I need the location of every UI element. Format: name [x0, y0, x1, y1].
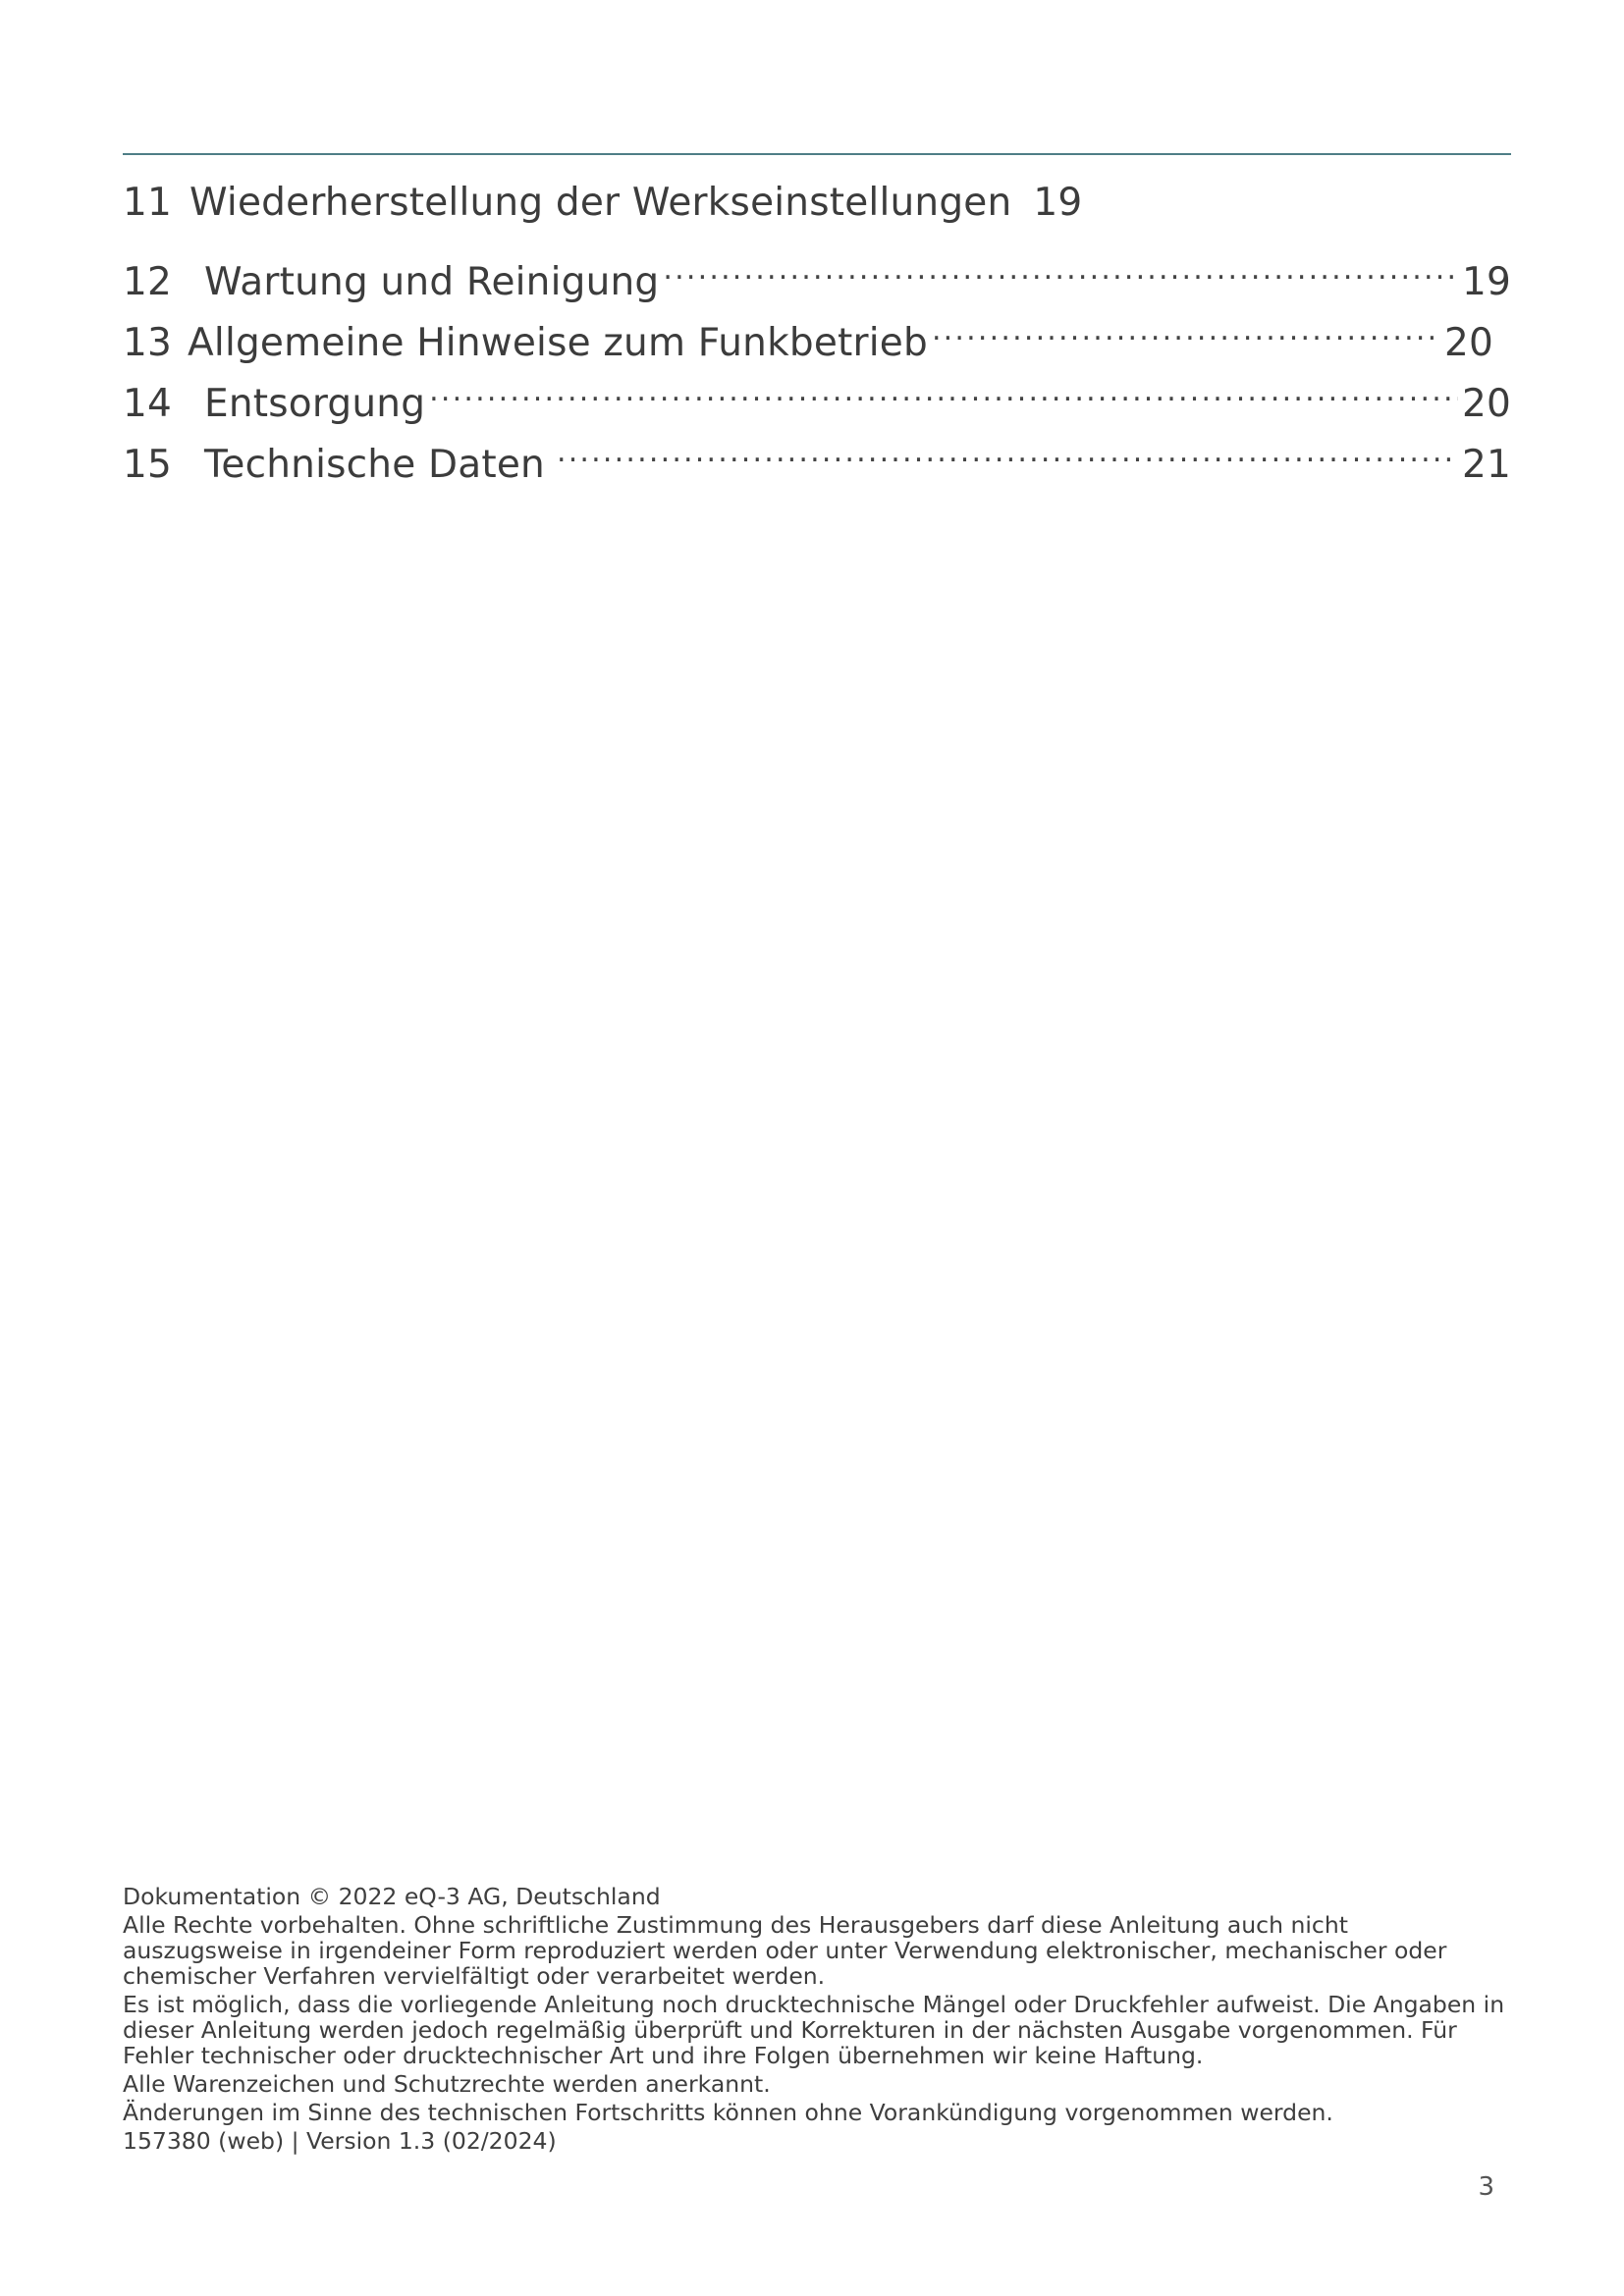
toc-entry-11[interactable] [123, 173, 1511, 234]
toc-leader-dots [932, 294, 1440, 355]
toc-entry-12[interactable] [123, 234, 1511, 304]
imprint-rights: Alle Rechte vorbehalten. Ohne schriftliche Zustimmung des Herausgebers darf diese Anleitung auch nicht auszugsweise in irgendeiner Form reproduziert werden oder unter Verwendung elektronischer, mechanischer oder chemischer Verfahren vervielfältigt oder verarbeitet werden. [123, 1911, 1447, 1990]
toc-entry-title: Wiederherstellung der Werkseinstellungen [189, 181, 1012, 225]
toc-entry-page: 19 [1461, 260, 1511, 304]
toc-entry-title: Wartung und Reinigung [204, 260, 660, 304]
toc-entry-page: 19 [1033, 181, 1083, 225]
toc-entry-number: 11 [123, 181, 173, 225]
toc-entry-number: 14 [123, 382, 173, 426]
toc-entry-page: 20 [1461, 382, 1511, 426]
toc-entry-number: 15 [123, 443, 173, 487]
page-number: 3 [1478, 2172, 1494, 2202]
toc-entry-page: 21 [1461, 443, 1511, 487]
imprint-trademarks: Alle Warenzeichen und Schutzrechte werden anerkannt. [123, 2070, 771, 2098]
imprint-version: 157380 (web) | Version 1.3 (02/2024) [123, 2127, 557, 2155]
imprint [123, 1884, 1507, 2157]
imprint-copyright: Dokumentation © 2022 eQ-3 AG, Deutschland [123, 1883, 661, 1910]
toc-leader-dots [663, 234, 1458, 294]
toc-entry-title: Entsorgung [204, 382, 426, 426]
toc-entry-page: 20 [1443, 321, 1493, 365]
toc-leader-dots [557, 416, 1458, 477]
imprint-errors: Es ist möglich, dass die vorliegende Anleitung noch drucktechnische Mängel oder Druckfehler aufweist. Die Angaben in dieser Anleitung werden jedoch regelmäßig überprüft und Korrekturen in der nächsten Ausgabe vorgenommen. Für Fehler technischer oder drucktechnischer Art und ihre Folgen übernehmen wir keine Haftung. [123, 1991, 1505, 2069]
toc-leader-dots [429, 355, 1458, 416]
toc-entry-title: Allgemeine Hinweise zum Funkbetrieb [188, 321, 928, 365]
toc-entry-title: Technische Daten [204, 443, 545, 487]
table-of-contents [123, 173, 1511, 487]
imprint-changes: Änderungen im Sinne des technischen Fortschritts können ohne Vorankündigung vorgenommen werden. [123, 2099, 1333, 2126]
header-rule [123, 153, 1511, 155]
toc-entry-number: 12 [123, 260, 173, 304]
toc-entry-number: 13 [123, 321, 173, 365]
